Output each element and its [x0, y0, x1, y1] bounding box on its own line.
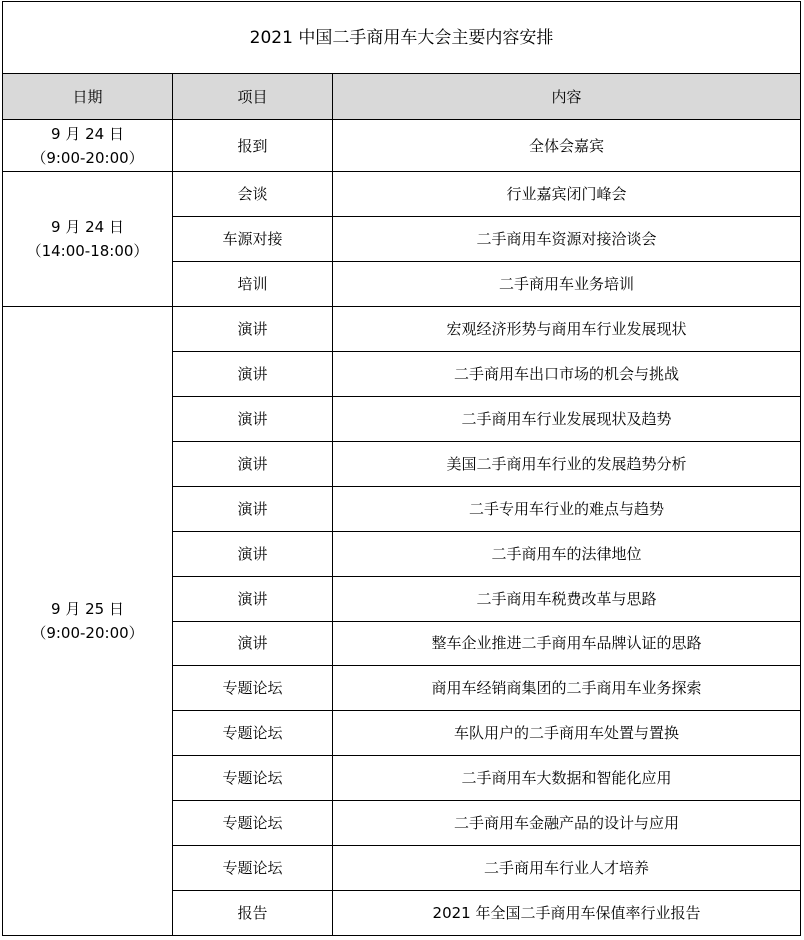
header-date: 日期: [3, 74, 173, 120]
content-cell: 二手商用车金融产品的设计与应用: [333, 801, 801, 846]
content-cell: 二手商用车大数据和智能化应用: [333, 756, 801, 801]
date-text: 9 月 24 日: [51, 218, 124, 237]
header-row: [3, 74, 801, 120]
item-cell: 演讲: [173, 307, 333, 352]
content-cell: 二手商用车业务培训: [333, 262, 801, 307]
item-cell: 专题论坛: [173, 756, 333, 801]
item-cell: 专题论坛: [173, 801, 333, 846]
content-cell: 2021 年全国二手商用车保值率行业报告: [333, 890, 801, 935]
time-text: （14:00-18:00）: [26, 242, 149, 261]
item-cell: 专题论坛: [173, 666, 333, 711]
item-cell: 培训: [173, 262, 333, 307]
date-cell: [3, 120, 173, 172]
item-cell: 专题论坛: [173, 846, 333, 891]
header-item: 项目: [173, 74, 333, 120]
item-cell: 演讲: [173, 396, 333, 441]
content-cell: 宏观经济形势与商用车行业发展现状: [333, 307, 801, 352]
title-row: [3, 2, 801, 74]
content-cell: 车队用户的二手商用车处置与置换: [333, 711, 801, 756]
content-cell: 二手专用车行业的难点与趋势: [333, 486, 801, 531]
content-cell: 二手商用车资源对接洽谈会: [333, 217, 801, 262]
item-cell: 演讲: [173, 576, 333, 621]
item-cell: 报告: [173, 890, 333, 935]
item-cell: 报到: [173, 120, 333, 172]
table-row: [3, 172, 801, 217]
content-cell: 商用车经销商集团的二手商用车业务探索: [333, 666, 801, 711]
content-cell: 二手商用车税费改革与思路: [333, 576, 801, 621]
content-cell: 二手商用车的法律地位: [333, 531, 801, 576]
time-text: （9:00-20:00）: [31, 624, 144, 643]
item-cell: 演讲: [173, 531, 333, 576]
time-text: （9:00-20:00）: [31, 148, 144, 167]
item-cell: 演讲: [173, 486, 333, 531]
item-cell: 演讲: [173, 621, 333, 666]
date-text: 9 月 25 日: [51, 600, 124, 619]
date-cell: [3, 172, 173, 307]
header-content: 内容: [333, 74, 801, 120]
table-title: 2021 中国二手商用车大会主要内容安排: [3, 2, 801, 74]
schedule-table: [2, 1, 801, 936]
content-cell: 二手商用车行业发展现状及趋势: [333, 396, 801, 441]
item-cell: 演讲: [173, 352, 333, 397]
content-cell: 整车企业推进二手商用车品牌认证的思路: [333, 621, 801, 666]
date-cell: [3, 307, 173, 936]
date-text: 9 月 24 日: [51, 124, 124, 143]
item-cell: 会谈: [173, 172, 333, 217]
table-row: [3, 120, 801, 172]
item-cell: 演讲: [173, 441, 333, 486]
item-cell: 专题论坛: [173, 711, 333, 756]
content-cell: 二手商用车行业人才培养: [333, 846, 801, 891]
content-cell: 全体会嘉宾: [333, 120, 801, 172]
content-cell: 行业嘉宾闭门峰会: [333, 172, 801, 217]
content-cell: 美国二手商用车行业的发展趋势分析: [333, 441, 801, 486]
item-cell: 车源对接: [173, 217, 333, 262]
content-cell: 二手商用车出口市场的机会与挑战: [333, 352, 801, 397]
table-row: [3, 307, 801, 352]
